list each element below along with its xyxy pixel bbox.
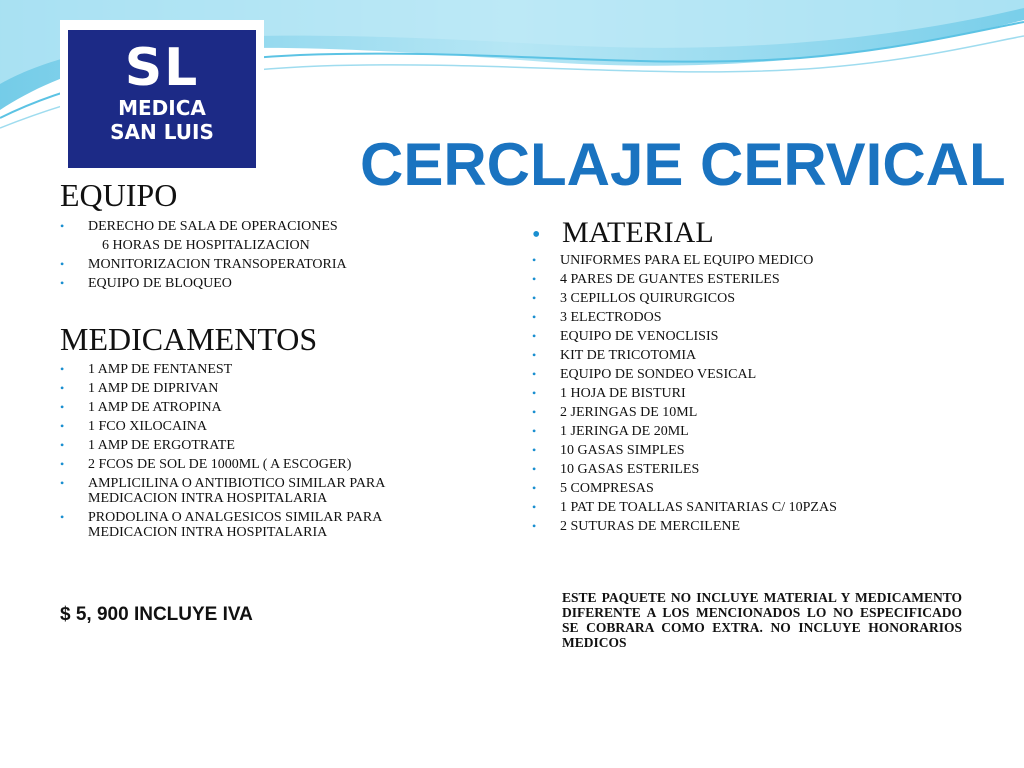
list-item: • 4 PARES DE GUANTES ESTERILES: [532, 272, 952, 287]
list-item: • 2 JERINGAS DE 10ML: [532, 405, 952, 420]
list-item: • 1 AMP DE FENTANEST: [60, 362, 440, 377]
list-item: • 1 AMP DE DIPRIVAN: [60, 381, 440, 396]
logo-line-medica: MEDICA: [118, 96, 206, 120]
list-item: • MONITORIZACION TRANSOPERATORIA: [60, 257, 347, 272]
list-item: 6 HORAS DE HOSPITALIZACION: [102, 238, 310, 253]
material-list: [532, 253, 952, 538]
list-item: • KIT DE TRICOTOMIA: [532, 348, 952, 363]
logo-frame: [60, 20, 264, 168]
list-item: • UNIFORMES PARA EL EQUIPO MEDICO: [532, 253, 952, 268]
logo-initials: SL: [124, 38, 200, 98]
material-heading: MATERIAL: [562, 216, 714, 249]
list-item: • DERECHO DE SALA DE OPERACIONES: [60, 219, 347, 234]
medicamentos-heading: MEDICAMENTOS: [60, 321, 318, 357]
equipo-heading: EQUIPO: [60, 177, 178, 213]
list-item: • 3 CEPILLOS QUIRURGICOS: [532, 291, 952, 306]
logo-line-san-luis: SAN LUIS: [110, 120, 214, 144]
list-item: • EQUIPO DE BLOQUEO: [60, 276, 347, 291]
list-item: • 1 AMP DE ATROPINA: [60, 400, 440, 415]
list-item: • 2 FCOS DE SOL DE 1000ML ( A ESCOGER): [60, 457, 440, 472]
equipo-list: [60, 219, 347, 295]
list-item: • PRODOLINA O ANALGESICOS SIMILAR PARA MEDICACION INTRA HOSPITALARIA: [60, 510, 440, 540]
list-item: • EQUIPO DE VENOCLISIS: [532, 329, 952, 344]
list-item: • 5 COMPRESAS: [532, 481, 952, 496]
medicamentos-list: [60, 362, 440, 544]
list-item: • 1 HOJA DE BISTURI: [532, 386, 952, 401]
list-item: • 3 ELECTRODOS: [532, 310, 952, 325]
list-item: • 1 PAT DE TOALLAS SANITARIAS C/ 10PZAS: [532, 500, 952, 515]
package-disclaimer: ESTE PAQUETE NO INCLUYE MATERIAL Y MEDICAMENTO DIFERENTE A LOS MENCIONADOS LO NO ESPECIFICADO SE COBRARA COMO EXTRA. NO INCLUYE HONORARIOS MEDICOS: [562, 590, 962, 650]
material-bullet-icon: •: [532, 222, 541, 248]
list-item: • 1 AMP DE ERGOTRATE: [60, 438, 440, 453]
package-price: $ 5, 900 INCLUYE IVA: [60, 604, 253, 625]
list-item: • 1 FCO XILOCAINA: [60, 419, 440, 434]
company-logo: [68, 30, 256, 168]
list-item: • EQUIPO DE SONDEO VESICAL: [532, 367, 952, 382]
list-item: • 1 JERINGA DE 20ML: [532, 424, 952, 439]
list-item: • 10 GASAS SIMPLES: [532, 443, 952, 458]
list-item: • AMPLICILINA O ANTIBIOTICO SIMILAR PARA MEDICACION INTRA HOSPITALARIA: [60, 476, 440, 506]
page-title: CERCLAJE CERVICAL: [360, 131, 1006, 198]
list-item: • 2 SUTURAS DE MERCILENE: [532, 519, 952, 534]
list-item: • 10 GASAS ESTERILES: [532, 462, 952, 477]
